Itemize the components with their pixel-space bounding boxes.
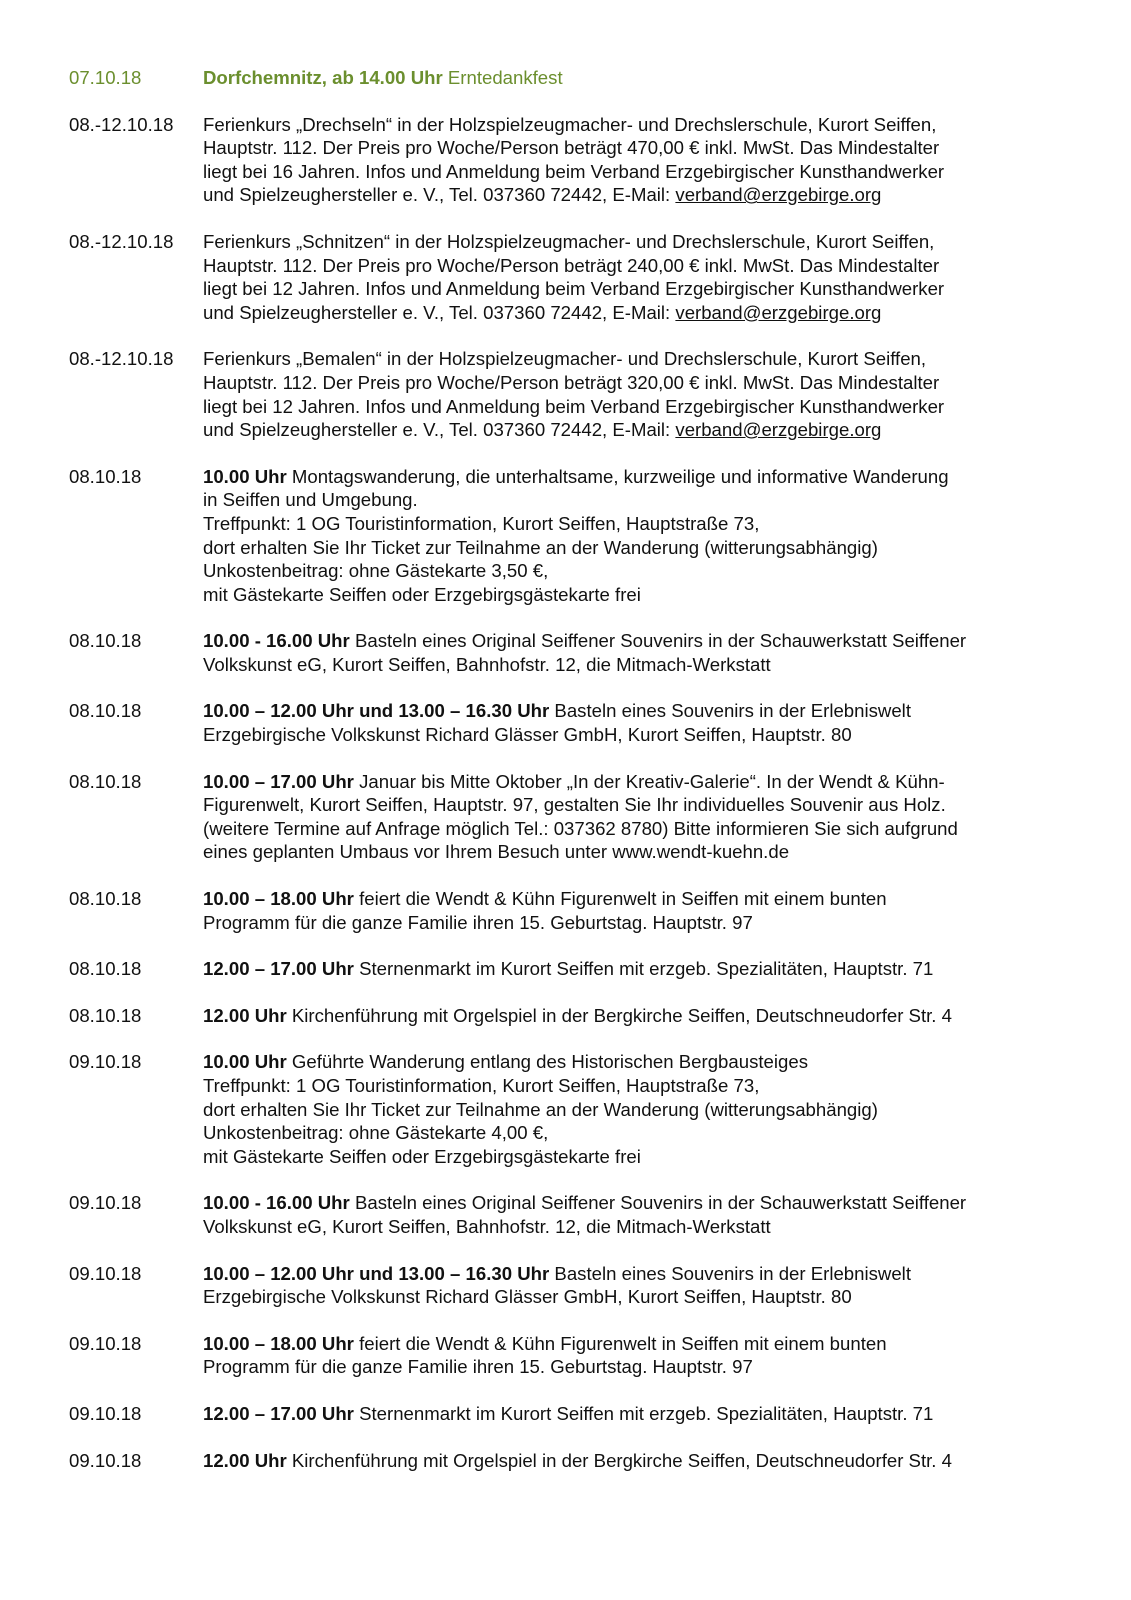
event-description	[203, 465, 1069, 607]
event-description	[203, 1050, 1069, 1168]
event-time: 10.00 – 17.00 Uhr	[203, 770, 354, 792]
description-line	[203, 1285, 1069, 1309]
event-date: 08.10.18	[69, 1004, 142, 1026]
event-date: 09.10.18	[69, 1051, 142, 1073]
description-line	[203, 371, 1069, 395]
event-description	[203, 887, 1069, 934]
description-text: mit Gästekarte Seiffen oder Erzgebirgsgästekarte frei	[203, 1145, 641, 1167]
event-description	[203, 1004, 1069, 1028]
description-text: Sternenmarkt im Kurort Seiffen mit erzgeb. Spezialitäten, Hauptstr. 71	[353, 958, 934, 980]
description-text: Ferienkurs „Drechseln“ in der Holzspielzeugmacher- und Drechslerschule, Kurort Seiffen,	[203, 113, 937, 135]
event-time: 10.00 – 18.00 Uhr	[203, 1332, 354, 1354]
description-line	[203, 1004, 1069, 1028]
event-time: 10.00 – 12.00 Uhr und 13.00 – 16.30 Uhr	[203, 1262, 550, 1284]
description-line	[203, 1449, 1069, 1473]
description-text: Hauptstr. 112. Der Preis pro Woche/Person beträgt 240,00 € inkl. MwSt. Das Mindestalter	[203, 254, 940, 276]
event-entry	[69, 1262, 1069, 1309]
description-text: dort erhalten Sie Ihr Ticket zur Teilnahme an der Wanderung (witterungsabhängig)	[203, 1098, 878, 1120]
description-line	[203, 699, 1069, 723]
event-description	[203, 957, 1069, 981]
description-text: liegt bei 12 Jahren. Infos und Anmeldung beim Verband Erzgebirgischer Kunsthandwerker	[203, 278, 945, 300]
event-time: 12.00 Uhr	[203, 1449, 287, 1471]
description-text: Januar bis Mitte Oktober „In der Kreativ-Galerie“. In der Wendt & Kühn-	[353, 770, 945, 792]
description-text: Programm für die ganze Familie ihren 15. Geburtstag. Hauptstr. 97	[203, 911, 753, 933]
description-line	[203, 536, 1069, 560]
description-text: dort erhalten Sie Ihr Ticket zur Teilnahme an der Wanderung (witterungsabhängig)	[203, 536, 878, 558]
description-text: Sternenmarkt im Kurort Seiffen mit erzgeb. Spezialitäten, Hauptstr. 71	[353, 1402, 934, 1424]
description-line	[203, 770, 1069, 794]
description-line	[203, 1074, 1069, 1098]
description-line	[203, 817, 1069, 841]
description-text: Treffpunkt: 1 OG Touristinformation, Kurort Seiffen, Hauptstraße 73,	[203, 512, 760, 534]
description-line	[203, 911, 1069, 935]
event-entry	[69, 1050, 1069, 1168]
description-text: feiert die Wendt & Kühn Figurenwelt in Seiffen mit einem bunten	[353, 888, 887, 910]
event-entry	[69, 770, 1069, 864]
event-time: 10.00 Uhr	[203, 465, 287, 487]
event-date: 07.10.18	[69, 67, 142, 88]
description-text: Treffpunkt: 1 OG Touristinformation, Kurort Seiffen, Hauptstraße 73,	[203, 1075, 760, 1096]
event-time: 10.00 - 16.00 Uhr	[203, 1192, 350, 1214]
event-description	[203, 113, 1069, 207]
event-description	[203, 347, 1069, 441]
event-date: 09.10.18	[69, 1332, 142, 1354]
description-line	[203, 1355, 1069, 1379]
event-location-time: Dorfchemnitz, ab 14.00 Uhr	[203, 67, 443, 88]
description-text: Basteln eines Souvenirs in der Erlebniswelt	[549, 1262, 911, 1284]
description-line	[203, 512, 1069, 536]
event-entry	[69, 1402, 1069, 1426]
event-time: 12.00 – 17.00 Uhr	[203, 1402, 354, 1424]
event-entry	[69, 1332, 1069, 1379]
description-line	[203, 1191, 1069, 1215]
event-entry	[69, 347, 1069, 441]
event-date: 08.10.18	[69, 465, 142, 487]
description-line	[203, 1121, 1069, 1145]
description-text: liegt bei 16 Jahren. Infos und Anmeldung beim Verband Erzgebirgischer Kunsthandwerker	[203, 160, 945, 182]
description-text: Kirchenführung mit Orgelspiel in der Bergkirche Seiffen, Deutschneudorfer Str. 4	[286, 1004, 952, 1026]
description-line	[203, 301, 1069, 325]
event-entry	[69, 887, 1069, 934]
description-line	[203, 583, 1069, 607]
description-text: Ferienkurs „Bemalen“ in der Holzspielzeugmacher- und Drechslerschule, Kurort Seiffen,	[203, 348, 927, 370]
event-description	[203, 230, 1069, 324]
description-text: Unkostenbeitrag: ohne Gästekarte 3,50 €,	[203, 560, 549, 582]
email-link[interactable]: verband@erzgebirge.org	[675, 301, 882, 323]
event-date: 09.10.18	[69, 1192, 142, 1214]
description-line	[203, 230, 1069, 254]
event-entry	[69, 699, 1069, 746]
description-line	[203, 418, 1069, 442]
description-line	[203, 559, 1069, 583]
description-line	[203, 254, 1069, 278]
event-entry	[69, 465, 1069, 607]
description-text: Erzgebirgische Volkskunst Richard Glässer GmbH, Kurort Seiffen, Hauptstr. 80	[203, 1286, 852, 1308]
event-time: 10.00 - 16.00 Uhr	[203, 630, 350, 652]
description-line	[203, 183, 1069, 207]
event-entry	[69, 629, 1069, 676]
description-line	[203, 793, 1069, 817]
description-text: Figurenwelt, Kurort Seiffen, Hauptstr. 97, gestalten Sie Ihr individuelles Souvenir aus Holz.	[203, 794, 946, 816]
event-description	[203, 1191, 1069, 1238]
description-line	[203, 160, 1069, 184]
event-entry	[69, 957, 1069, 981]
description-line	[203, 136, 1069, 160]
description-line	[203, 723, 1069, 747]
description-text: Erzgebirgische Volkskunst Richard Glässer GmbH, Kurort Seiffen, Hauptstr. 80	[203, 724, 852, 746]
description-text: Geführte Wanderung entlang des Historischen Bergbausteiges	[286, 1051, 808, 1073]
description-text: Erntedankfest	[442, 67, 563, 88]
event-entry	[69, 230, 1069, 324]
event-date: 08.-12.10.18	[69, 348, 174, 370]
event-description	[203, 1332, 1069, 1379]
description-text: und Spielzeughersteller e. V., Tel. 037360 72442, E-Mail:	[203, 301, 676, 323]
description-line	[203, 653, 1069, 677]
event-description	[203, 629, 1069, 676]
description-text: mit Gästekarte Seiffen oder Erzgebirgsgästekarte frei	[203, 583, 641, 605]
description-text: (weitere Termine auf Anfrage möglich Tel.: 037362 8780) Bitte informieren Sie sich aufgrund	[203, 817, 958, 839]
event-date: 09.10.18	[69, 1449, 142, 1471]
event-time: 12.00 – 17.00 Uhr	[203, 958, 354, 980]
description-text: Basteln eines Original Seiffener Souvenirs in der Schauwerkstatt Seiffener	[349, 1192, 967, 1214]
description-text: und Spielzeughersteller e. V., Tel. 037360 72442, E-Mail:	[203, 419, 676, 441]
email-link[interactable]: verband@erzgebirge.org	[675, 184, 882, 206]
description-line	[203, 347, 1069, 371]
description-line	[203, 887, 1069, 911]
description-text: eines geplanten Umbaus vor Ihrem Besuch unter www.wendt-kuehn.de	[203, 841, 790, 863]
description-line	[203, 1145, 1069, 1169]
description-text: Montagswanderung, die unterhaltsame, kurzweilige und informative Wanderung	[286, 465, 949, 487]
event-date: 08.10.18	[69, 958, 142, 980]
event-description	[203, 770, 1069, 864]
description-text: Kirchenführung mit Orgelspiel in der Bergkirche Seiffen, Deutschneudorfer Str. 4	[286, 1449, 952, 1471]
description-text: Programm für die ganze Familie ihren 15. Geburtstag. Hauptstr. 97	[203, 1356, 753, 1378]
event-date: 08.-12.10.18	[69, 230, 174, 252]
event-entry	[69, 113, 1069, 207]
description-line	[203, 957, 1069, 981]
description-line	[203, 1332, 1069, 1356]
event-date: 09.10.18	[69, 1402, 142, 1424]
event-date: 09.10.18	[69, 1262, 142, 1284]
description-line	[203, 66, 1069, 90]
description-line	[203, 277, 1069, 301]
event-entry	[69, 1004, 1069, 1028]
description-text: Volkskunst eG, Kurort Seiffen, Bahnhofstr. 12, die Mitmach-Werkstatt	[203, 1215, 771, 1237]
description-line	[203, 1215, 1069, 1239]
event-description	[203, 699, 1069, 746]
description-line	[203, 395, 1069, 419]
event-entry	[69, 1449, 1069, 1473]
description-line	[203, 1050, 1069, 1074]
description-text: Hauptstr. 112. Der Preis pro Woche/Person beträgt 320,00 € inkl. MwSt. Das Mindestalter	[203, 371, 940, 393]
description-text: feiert die Wendt & Kühn Figurenwelt in Seiffen mit einem bunten	[353, 1332, 887, 1354]
description-text: Volkskunst eG, Kurort Seiffen, Bahnhofstr. 12, die Mitmach-Werkstatt	[203, 653, 771, 675]
description-line	[203, 465, 1069, 489]
description-text: Ferienkurs „Schnitzen“ in der Holzspielzeugmacher- und Drechslerschule, Kurort Seiffen,	[203, 230, 935, 252]
event-time: 10.00 Uhr	[203, 1051, 287, 1073]
description-line	[203, 1402, 1069, 1426]
description-line	[203, 113, 1069, 137]
event-description	[203, 66, 1069, 90]
description-text: liegt bei 12 Jahren. Infos und Anmeldung beim Verband Erzgebirgischer Kunsthandwerker	[203, 395, 945, 417]
description-text: Basteln eines Souvenirs in der Erlebniswelt	[549, 700, 911, 722]
description-line	[203, 488, 1069, 512]
description-line	[203, 1098, 1069, 1122]
description-text: Basteln eines Original Seiffener Souvenirs in der Schauwerkstatt Seiffener	[349, 630, 967, 652]
event-calendar	[69, 66, 1069, 1495]
event-date: 08.10.18	[69, 630, 142, 652]
event-entry	[69, 1191, 1069, 1238]
description-text: Unkostenbeitrag: ohne Gästekarte 4,00 €,	[203, 1122, 549, 1144]
description-text: Hauptstr. 112. Der Preis pro Woche/Person beträgt 470,00 € inkl. MwSt. Das Mindestalter	[203, 137, 940, 159]
event-date: 08.10.18	[69, 700, 142, 722]
event-entry	[69, 66, 1069, 90]
event-description	[203, 1262, 1069, 1309]
event-description	[203, 1402, 1069, 1426]
event-description	[203, 1449, 1069, 1473]
event-time: 10.00 – 12.00 Uhr und 13.00 – 16.30 Uhr	[203, 700, 550, 722]
email-link[interactable]: verband@erzgebirge.org	[675, 419, 882, 441]
event-time: 10.00 – 18.00 Uhr	[203, 888, 354, 910]
description-line	[203, 1262, 1069, 1286]
event-date: 08.10.18	[69, 770, 142, 792]
event-date: 08.10.18	[69, 888, 142, 910]
event-time: 12.00 Uhr	[203, 1004, 287, 1026]
description-text: in Seiffen und Umgebung.	[203, 489, 418, 511]
event-date: 08.-12.10.18	[69, 113, 174, 135]
description-line	[203, 629, 1069, 653]
description-text: und Spielzeughersteller e. V., Tel. 037360 72442, E-Mail:	[203, 184, 676, 206]
description-line	[203, 840, 1069, 864]
